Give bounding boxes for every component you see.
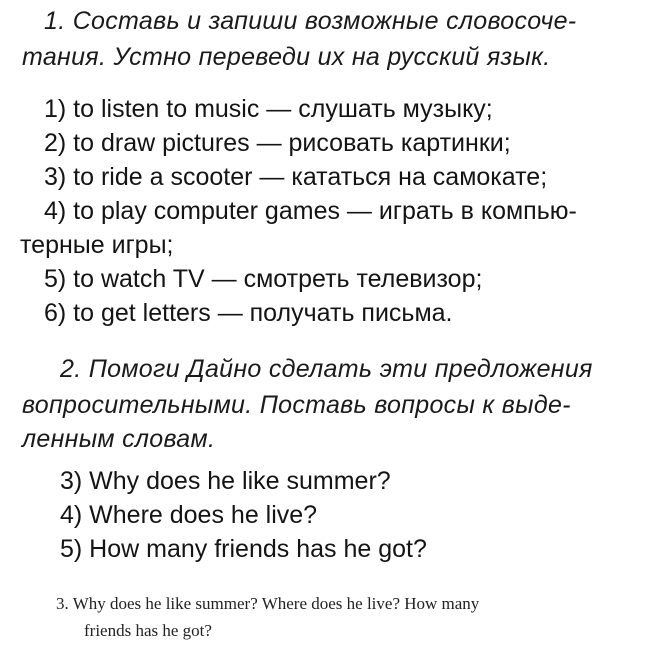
task2-item-5: 5) How many friends has he got? — [60, 535, 427, 563]
task2-item-4: 4) Where does he live? — [60, 501, 318, 529]
task1-item-4-continued: терные игры; — [20, 231, 174, 259]
task1-heading-line1: 1. Составь и запиши возможные словосоче- — [44, 7, 577, 35]
task2-item-3: 3) Why does he like summer? — [60, 467, 391, 495]
task3-line2: friends has he got? — [84, 621, 212, 640]
task1-item-1: 1) to listen to music — слушать музыку; — [44, 95, 493, 123]
task2-heading-line1: 2. Помоги Дайно сделать эти предложения — [60, 355, 593, 383]
task2-heading-line3: ленным словам. — [22, 425, 216, 453]
task1-item-5: 5) to watch TV — смотреть телевизор; — [44, 265, 483, 293]
task1-heading-line2: тания. Устно переведи их на русский язык. — [22, 43, 551, 71]
task1-item-2: 2) to draw pictures — рисовать картинки; — [44, 129, 511, 157]
task3-line1: 3. Why does he like summer? Where does he live? How many — [56, 594, 480, 613]
task1-item-3: 3) to ride a scooter — кататься на самокате; — [44, 163, 548, 191]
task1-item-6: 6) to get letters — получать письма. — [44, 299, 453, 327]
task2-heading-line2: вопросительными. Поставь вопросы к выде- — [22, 391, 571, 419]
task1-item-4: 4) to play computer games — играть в компью- — [44, 197, 577, 225]
